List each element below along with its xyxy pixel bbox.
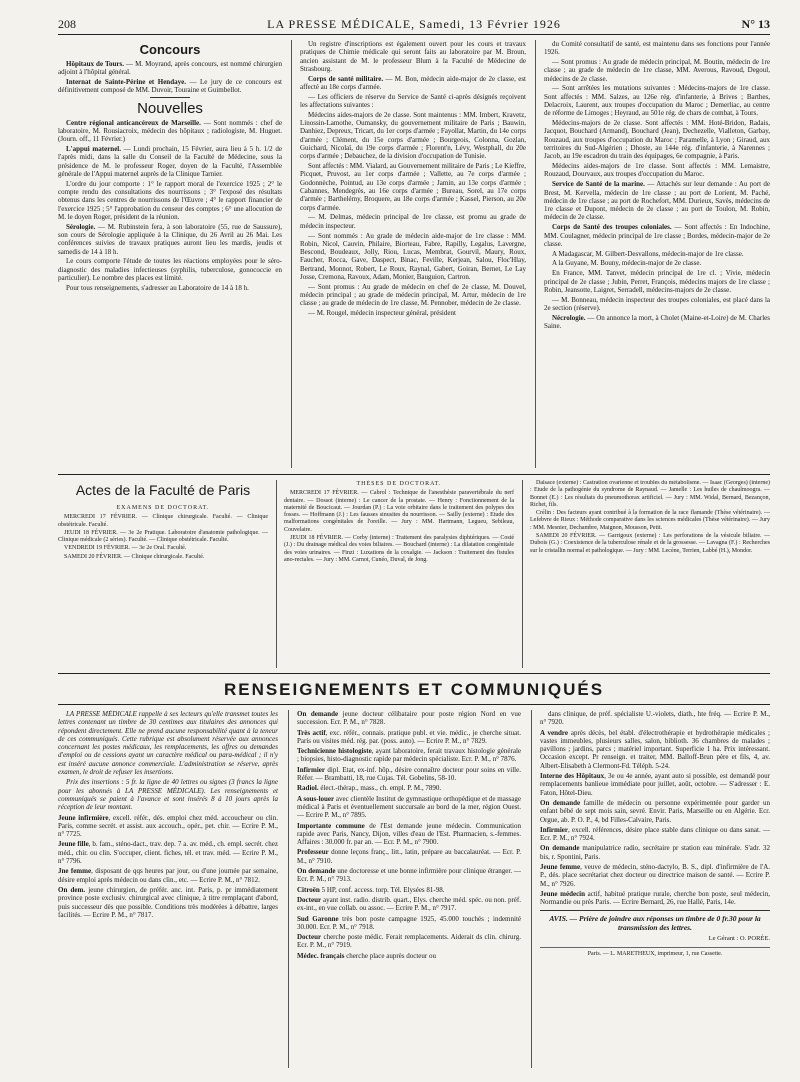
news-item: [544, 162, 770, 179]
ad-item: [540, 890, 770, 907]
ad-item-heading: Très actif: [297, 728, 326, 737]
concours-item: [58, 60, 282, 77]
column-rule: [522, 480, 523, 668]
news-item: [544, 259, 770, 267]
divider: [150, 97, 190, 98]
nouvelles-item: [58, 145, 282, 178]
column-rule: [291, 40, 292, 468]
ad-item-text: de l'Est demande jeune médecin. Communication rapide avec Paris, Nancy, Dijon, villes d'eau de l'Est. Pharmacien, s.-femmes. Affaires : 30.000 fr. par an. — Ecr. P. M., n° 7900.: [297, 821, 521, 847]
section-rule: [58, 704, 770, 705]
section-rule: [58, 474, 770, 475]
ad-item: [297, 729, 521, 746]
ad-item-heading: Médec. français: [297, 951, 345, 960]
concours-item-text: — M. Moyrand, après concours, est nommé chirurgien adjoint à l'hôpital général.: [58, 60, 282, 77]
renseignements-heading: RENSEIGNEMENTS ET COMMUNIQUÉS: [223, 680, 605, 699]
ad-item-text: jeune docteur célibataire pour poste région Nord en vue succession. Ecr. P. M., n° 7828.: [297, 710, 521, 727]
news-item: [300, 111, 526, 161]
news-item: [300, 309, 526, 317]
ad-item-heading: Citroën: [297, 885, 320, 894]
ads-list-2: [297, 710, 521, 960]
nouvelles-item-text: — Lundi prochain, 15 Février, aura lieu à 5 h. 1/2 de l'après midi, dans la salle du Conseil de la Faculté de Médecine, sous la présidence de M. le professeur Roger, doyen de la Faculté, l'Assemblée générale de l'Appui maternel auprès de la Clinique Tarnier.: [58, 145, 282, 178]
page-header: [58, 16, 770, 32]
concours-item-text: — Le jury de ce concours est définitivement composé de MM. Duvoir, Touraine et Guimbellot.: [58, 78, 282, 95]
ad-item-text: LA PRESSE MÉDICALE rappelle à ses lecteurs qu'elle transmet toutes les lettres contenant un timbre de 30 centimes aux titulaires des annonces qui répondent directement. Elle ne prend aucune responsabilité quant à la teneur de ces communiqués. Cette rubrique est absolument réservée aux annonces concernant les postes médicaux, les remplacements, les offres ou demandes d'emploi ou de cessions ayant un caractère médical ou para-médical ; il n'y est inséré aucune annonce commerciale. L'administration se réserve, après examen, le droit de refuser les insertions.: [58, 710, 278, 777]
ads-list-1: [58, 710, 278, 919]
examens-caption: EXAMENS DE DOCTORAT.: [116, 505, 210, 511]
news-item: [544, 40, 770, 57]
ad-item-heading: Interne des Hôpitaux: [540, 772, 605, 781]
avis-notice: AVIS. — Prière de joindre aux réponses un timbre de 0 fr.30 pour la transmission des lettres.: [540, 910, 770, 932]
ad-item: [58, 867, 278, 884]
nouvelles-item-text: L'ordre du jour comporte : 1° le rapport moral de l'exercice 1925 ; 2° le compte rendu des consultations des nourrissons ; 3° l'exposé des résultats obtenus dans les centres de nourrissons de l'Œuvre ; 4° le rapport financier de l'exercice 1925 ; 5° l'approbation du censeur des comptes ; 6° une allocution de M. le doyen Roger, président de la réunion.: [58, 179, 282, 221]
nouvelles-item-text: Le cours comporte l'étude de toutes les réactions employées pour le séro-diagnostic des maladies infectieuses (syphilis, tuberculose, gonococcie en particulier). Le nombre des places est limité.: [58, 257, 282, 283]
ad-item: [540, 729, 770, 770]
these-entry: SAMEDI 20 FÉVRIER. — Garrigoux (externe) : Les perforations de la vésicule biliaire. — Dubois (G.) : Coexistence de la tuberculose rénale et de la grossesse. — Lavagna (F.) : Recherches sur le cristallin normal et pathologique. — Jury : MM. Lecène, Terrien, Labbé (H.), Mondor.: [530, 533, 770, 554]
news-item: [300, 93, 526, 110]
news-item-heading: Service de Santé de la marine.: [552, 180, 645, 189]
section-rule: [58, 673, 770, 674]
column-rule: [535, 40, 536, 468]
nouvelles-item-heading: L'appui maternel.: [66, 145, 122, 154]
nouvelles-item-text: — M. Rubinstein fera, à son laboratoire (55, rue de Saussure), son cours de Sérologie appliquée à la Clinique, du 26 Avril au 26 Mai. Les conférences suivies de travaux pratiques auront lieu les mardis, jeudis et samedis de 14 à 18 h.: [58, 222, 282, 256]
news-item: [300, 162, 526, 212]
page-number: 208: [58, 17, 76, 31]
news-item-text: — Sont promus : Au grade de médecin principal, M. Boutin, médecin de 1re classe ; au grade de médecin de 1re classe, MM. Averous, Ravoud, Degoul, médecins de 2e classe.: [544, 58, 770, 83]
concours-item-heading: Internat de Sainte-Périne et Hendaye.: [66, 78, 186, 87]
examens-list: [58, 514, 268, 561]
news-item-heading: Corps de santé militaire.: [308, 74, 384, 83]
news-item-text: — M. Rougel, médecin inspecteur général, président: [308, 309, 456, 318]
nouvelles-item: [58, 223, 282, 256]
news-item: [544, 314, 770, 331]
ad-item-text: cherche place auprès docteur ou: [344, 951, 436, 960]
nouvelles-heading: Nouvelles: [137, 99, 203, 117]
imprimeur-line: Paris. — L. MARETHEUX, imprimeur, 1, rue Cassette.: [540, 947, 770, 958]
nouvelles-item: [58, 119, 282, 144]
these-entry: Crélin : Des facteurs ayant contribué à la formation de la race flamande (Thèse vétérinaire). — Lefebvre de Rieux : Méthode comparative dans les sciences médicales (Thèse vétérinaire). — Jury : MM. Mesnier, Dechambre, Maignon, Mousson, Petit.: [530, 510, 770, 531]
ad-item-text: actif, habitué pratique rurale, cherche bon poste, seul médecin, Normandie ou près Paris. — Ecrire Bernard, 26, rue Hallé, Paris, 14e.: [540, 889, 770, 907]
news-item-text: Sont affectés : MM. Vialard, au Gouvernement militaire de Paris ; Le Kieffre, Picquet, Pruvost, au 1er corps d'armée ; Vallette, au 7e corps d'armée ; Godonnèche, Pointud, au 13e corps d'armée ; Jamin, au 13e corps d'armée ; Cabannes, Mendegrès, au 16e corps d'armée ; Bureau, Sorel, au 17e corps d'armée ; Barthelémy, Broquere, au 18e corps d'armée ; Kassel, Pierson, au 20e corps d'armée.: [300, 162, 526, 212]
news-item: [300, 213, 526, 230]
these-entry: Dalsace (externe) : Castration ovarienne et troubles du métabolisme. — Isaac (Georges) (interne) : Etude de la pathogénie du syndrome de Raynaud. — Jamelle : Les huiles de chaulmoogra. — Bonnet (E.) : Les résultats du pneumothorax artificiel. — Jury : MM. Widal, Bernard, Bezançon, Richet, fils.: [530, 480, 770, 508]
column-rule: [276, 480, 277, 668]
ad-item-text: , b. fam., sténo-dact., trav. dep. 7 a. av. méd., ch. empl. secrét. chez méd., chir. ou clin. S'occuper, client. fiches, tél. et trav. méd. — Ecrire P. M., n° 7796.: [58, 840, 278, 866]
column-rule: [288, 710, 289, 1068]
news-item-text: — Les officiers de réserve du Service de Santé ci-après désignés reçoivent les affectations suivantes :: [300, 92, 526, 110]
news-item-text: — Attachés sur leur demande : Au port de Brest, M. Kervella, médecin de 1re classe ; au port de Lorient, M. Paché, médecin de 1re classe ; au port de Rochefort, MM. Durieux, Savès, médecins de 1re classe et Dupont, médecin de 2e classe ; au port de Toulon, M. Robin, médecin de 2e classe.: [544, 180, 770, 222]
ad-item-text: , excell. références, désire place stable dans clinique ou dans sanat. — Ecr. P. M., n° 7924.: [540, 825, 770, 843]
actes-heading: Actes de la Faculté de Paris: [75, 482, 251, 498]
concours-list: [58, 60, 282, 95]
news-item: [544, 84, 770, 117]
ad-item-heading: Radiol.: [297, 784, 319, 793]
ad-item-heading: Professeur: [297, 848, 329, 857]
ad-item: [540, 844, 770, 861]
ad-item-heading: A vendre: [540, 728, 569, 737]
news-item: [300, 232, 526, 282]
ad-item: [297, 766, 521, 783]
theses-list-cont: [530, 480, 770, 555]
news-item-text: — M. Bonneau, médecin inspecteur des troupes coloniales, est placé dans la 2e section (réserve).: [544, 295, 770, 312]
col2-list: [300, 40, 526, 318]
news-item-heading: Corps de Santé des troupes coloniales.: [552, 223, 672, 232]
issue-number: N° 13: [741, 17, 770, 31]
ad-item-text: après décès, bel établ. d'électrothérapie et hydrothérapie médicales ; vastes immeubles, plusieurs salles, salon, biblioth. 36 chambres de malades ; pavillons ; jardins, parcs ; matériel important. Superficie 1 ha. Prix intéressant. Occasion except. Pr renseign. et traiter, MM. Balloff-Brun père et fils, 4, av. Albert-Elisabeth à Clermont-Fd. Téléph. 5-24.: [540, 728, 770, 770]
examen-entry: MERCREDI 17 FÉVRIER. — Clinique chirurgicale. Faculté. — Clinique obstétricale. Faculté.: [58, 514, 268, 528]
news-item: [544, 180, 770, 221]
ad-item-heading: Jeune médecin: [540, 889, 586, 898]
news-item-text: A Madagascar, M. Gilbert-Desvallons, médecin-major de 1re classe.: [552, 249, 744, 258]
ad-item: [540, 710, 770, 727]
news-item-text: Médecins aides-majors de 1re classe. Sont affectés : MM. Lemaistre, Rouzaud, Dourvaux, aux troupes d'occupation du Maroc.: [544, 162, 770, 179]
news-item-text: En France, MM. Tanvet, médecin principal de 1re cl. ; Vivie, médecin principal de 2e classe ; Jubin, Perret, François, médecins majors de 1re classe ; Robin, Jeansotte, Laigret, Serradell, médecins-majors de 2e classe.: [544, 269, 770, 294]
ad-item-text: , veuve de médecin, sténo-dactylo, B. S., dipl. d'infirmière de l'A. P., dés. place secrétariat chez docteur ou directrice maison de santé. — Ecrire P. M., n° 7926.: [540, 863, 770, 888]
ad-item-heading: Jeune femme: [540, 863, 581, 872]
ad-item: [297, 848, 521, 865]
nouvelles-list: [58, 119, 282, 292]
ad-item: [297, 933, 521, 950]
news-item-text: — Sont nommés : Au grade de médecin aide-major de 1re classe : MM. Robin, Nicol, Cauvin, Philaire, Biorteau, Fabre, Rapilly, Legalus, Lavergne, Bescond, Boudeaux, Jolly, Riou, Lucas, Membrat, Gourvil, Maury, Roux, Faucher, Rocca, Gave, Daspect, Binac, Feville, Kerjean, Salou, Floc'Hlay, Bertrand, Monnot, Robert, Le Roux, Raynal, Gabert, Goiran, Bernet, Le Lay Josse, Cremona, Ravoux, Adam, Monier, Bauguion, Cartron.: [300, 231, 526, 282]
nouvelles-item-text: Pour tous renseignements, s'adresser au Laboratoire de 14 à 18 h.: [66, 283, 249, 292]
nouvelles-item: [58, 257, 282, 282]
ad-item-heading: On demande: [297, 710, 339, 718]
ad-item-text: , excell. référ., dés. emploi chez méd. accoucheur ou clin. Paris, comme secrét. et assist. aux accouch., opér., pet. chir. — Ecrire P. M., n° 7725.: [58, 813, 278, 839]
ad-item-text: dans clinique, de préf. spécialiste U.-violets, diath., hte fréq. — Ecrire P. M., n° 7920.: [540, 710, 770, 727]
ad-item-text: avec clientèle Institut de gymnastique orthopédique et de massage médical à Paris et éventuellement succursale au bord de la mer, région Ouest. — Ecrire P. M., n° 7895.: [297, 794, 521, 820]
nouvelles-item: [58, 180, 282, 221]
examen-entry: JEUDI 18 FÉVRIER. — 3e 2e Pratique. Laboratoire d'anatomie pathologique. — Clinique médicale (2 séries). Faculté. — Clinique obstétricale. Faculté.: [58, 529, 268, 544]
news-item-text: — M. Delmas, médecin principal de 1re classe, est promu au grade de médecin inspecteur.: [300, 213, 526, 230]
ad-item: [540, 799, 770, 824]
ad-item-text: dipl. Etat, ex-inf. hôp., désire connaître docteur pour soins en ville. Réfer. — Brambatti, 18, rue Cujas. Tél. Gobelins, 58-10.: [297, 765, 521, 783]
ad-item-text: très bon poste campagne 1925, 45.000 touchés ; indemnité 30.000. Ecr. P. M., n° 7918.: [297, 914, 521, 931]
ad-item: [297, 710, 521, 727]
concours-item: [58, 78, 282, 95]
ad-item-text: , exc. référ., connais. pratique publ. et vie. médic., je cherche situat. Paris ou visites méd. rég. par. (poss. auto). — Ecrire P. M., n° 7829.: [297, 728, 521, 745]
ad-item: [58, 778, 278, 811]
ad-item-heading: On demande: [540, 844, 580, 853]
news-item-heading: Nécrologie.: [552, 313, 586, 322]
ad-item: [297, 886, 521, 894]
news-item-text: — Sont affectés : En Indochine, MM. Coulagner, médecin principal de 1re classe ; Bordes, médecin-major de 2e classe.: [544, 223, 770, 248]
ad-item-text: ayant inst. radio. distrib. quart., Elys. cherche méd. spéc. ou non. préf. ex-int., en vue collab. ou assoc. — Ecrire P. M., n° 7917.: [297, 895, 521, 913]
ad-item-heading: Jne femme: [58, 867, 92, 876]
ad-item-text: Prix des insertions : 5 fr. la ligne de 40 lettres ou signes (3 francs la ligne pour les abonnés à LA PRESSE MÉDICALE). Les renseignements et communiqués se paient à l'avance et sont insérés 8 à 10 jours après la réception de leur montant.: [58, 778, 278, 812]
theses-caption: THÈSES DE DOCTORAT.: [356, 481, 442, 487]
ad-item: [540, 863, 770, 888]
ads-column-2: [297, 710, 521, 1070]
masthead: LA PRESSE MÉDICALE, Samedi, 13 Février 1926: [267, 17, 561, 31]
nouvelles-item-heading: Sérologie.: [66, 222, 96, 231]
ad-item: [58, 710, 278, 776]
ad-item: [540, 826, 770, 843]
ad-item: [297, 867, 521, 884]
column-rule: [531, 710, 532, 1068]
nouvelles-item-heading: Centre régional anticancéreux de Marseille.: [66, 118, 201, 127]
examen-entry: SAMEDI 20 FÉVRIER. — Clinique chirurgicale. Faculté.: [64, 553, 205, 560]
actes-theses-cont: [530, 480, 770, 668]
news-item: [544, 269, 770, 294]
news-item: [300, 75, 526, 92]
ad-item: [58, 840, 278, 865]
ad-item-heading: Infirmier: [540, 825, 568, 834]
ad-item-text: donne leçons franç., litt., latin, prépare au baccalauréat. — Ecr. P. M., n° 7910.: [297, 848, 521, 865]
ad-item-text: jeune chirurgien, de préfér. anc. int. Paris, p. pr immédiatement province poste exclusiv. chirurgical avec clinique, à titre remplaçant d'abord, puis successeur dès que possible. Conditions très modérées à débattre, larges facilités. — Ecrire P. M., n° 7817.: [58, 885, 278, 919]
ad-item-text: , disposant de qqs heures par jour, ou d'une journée par semaine, désire emploi après médecin ou dans clin., etc. — Ecrire P. M., n° 7812.: [58, 867, 278, 884]
ad-item: [297, 822, 521, 847]
ad-item-text: famille de médecin ou personne expérimentée pour garder un enfant bébé de sept mois sain, sevré. Envir. Paris, Marseille ou en Algérie. Ecr. Orgue, ab. P. O. P., 4, bd Filles-Calvaire, Paris.: [540, 798, 770, 824]
ad-item-text: , ayant laboratoire, ferait travaux histologie générale ; biopsies, histo-diagnostic rapide par médecin spécialiste. Ecr. P. M., n° 7876.: [297, 747, 521, 764]
concours-item-heading: Hôpitaux de Tours.: [66, 60, 124, 68]
ads-column-1: [58, 710, 278, 1070]
news-item-text: — Sont arrêtées les mutations suivantes : Médecins-majors de 1re classe. Sont affectés : MM. Salzes, au 126e rég. d'infanterie, à Brives ; Barthes, Delacroix, Laurent, aux troupes d'occupation du Maroc ; Demerliac, au centre de réforme de Limoges ; Heyraud, au 501e rég. de chars de combat, à Tours.: [544, 84, 770, 118]
ad-item-heading: On demande: [297, 867, 336, 876]
news-item-text: — Sont promus : Au grade de médecin en chef de 2e classe, M. Douvel, médecin principal ; au grade de médecin principal, M. Artur, médecin de 1re classe ; au grade de médecin de 1re classe, M. Pennober, médecin de 2e classe.: [300, 282, 526, 308]
header-rule: [58, 34, 770, 35]
ad-item-text: manipulatrice radio, secrétaire pr station eau minérale. S'adr. 32 bis, r. Spontini, Paris.: [540, 844, 770, 861]
news-item-text: — M. Bon, médecin aide-major de 2e classe, est affecté au 18e corps d'armée.: [300, 74, 526, 91]
theses-list: [284, 490, 514, 564]
news-item-text: du Comité consultatif de santé, est maintenu dans ses fonctions pour l'année 1926.: [544, 40, 770, 57]
ad-item-heading: On dem.: [58, 885, 86, 894]
news-item: [544, 119, 770, 160]
col3-list: [544, 40, 770, 330]
ad-item-heading: Docteur: [297, 895, 322, 904]
news-item: [300, 283, 526, 308]
ad-item: [58, 886, 278, 919]
these-entry: JEUDI 18 FÉVRIER. — Corby (interne) : Traitement des paralysies diphtériques. — Costé (J.) : Du drainage médical des voies biliaires. — Bouchard (interne) : La dilatation congénitale des voies urinaires. — Finzi : Luxations de la coxalgie. — Jackson : Traitement des fistules ano-rectales. — Jury : MM. Carnot, Cunéo, Duval, de Jong.: [284, 535, 514, 563]
ad-item-text: , 3e ou 4e année, ayant auto si possible, est demandé pour remplacements banlieue immédiate pour juillet, août, octobre. — S'adresser : E. Faton, Hôtel-Dieu.: [540, 772, 770, 797]
ad-item-heading: Infirmier: [297, 765, 325, 774]
these-entry: MERCREDI 17 FÉVRIER. — Cabrol : Technique de l'anesthésie paravertébrale du nerf dentaire. — Dossot (interne) : Le cancer de la prostate. — Henry : Fonctionnement de la maternité de Boucicaut. — Jourdan (P.) : La voie orbitaire dans le traitement des polypes des fosses. — Hoffmann (J.) : Les fausses sinusites du nourrisson. — Sailly (externe) : Etude des malformations congénitales de l'oreille. — Jury : MM. Hartmann, Legueu, Sebileau, Couvelaire.: [284, 490, 514, 533]
ad-item-heading: A sous-louer: [297, 794, 335, 803]
news-item-text: Médecins-majors de 2e classe. Sont affectés : MM. Hoté-Bridon, Radais, Jacquot, Bouchard (Armand), Bouchard (Jean), Dechezelle, Vialleton, Garbay, Rouzaud, aux troupes d'occupation du Maroc ; Paramelle, à Lyon ; Giraud, aux territoires du Sud-Algérien ; Dhoste, au 144e rég. d'infanterie, à Narennes ; Jacob, au 19e escadron du train des équipages, 6e compagnie, à Paris.: [544, 119, 770, 161]
actes-theses: [284, 480, 514, 668]
ad-item: [297, 896, 521, 913]
news-item-text: A la Guyane, M. Bouny, médecin-major de 2e classe.: [552, 259, 702, 268]
ad-item-heading: Docteur: [297, 933, 322, 942]
actes-examens: [58, 504, 268, 664]
examen-entry: VENDREDI 19 FÉVRIER. — 3e 2e Oral. Faculté.: [64, 545, 187, 552]
ad-item-heading: Jeune fille: [58, 840, 89, 849]
ad-item: [297, 915, 521, 932]
column-militaire: [300, 40, 526, 470]
ad-item: [58, 814, 278, 839]
ad-item: [297, 784, 521, 792]
news-item: [544, 58, 770, 83]
news-item-text: — On annonce la mort, à Cholet (Maine-et-Loire) de M. Charles Saine.: [544, 313, 770, 330]
gerant-line: Le Gérant : O. PORÉE.: [708, 934, 770, 942]
news-item-text: Un registre d'inscriptions est également ouvert pour les cours et travaux pratiques de Chimie médicale qui seront faits au laboratoire par M. Broun, ancien assistant de M. le professeur Blum à la Faculté de Médecine de Strasbourg.: [300, 40, 526, 73]
concours-heading: Concours: [139, 42, 201, 57]
nouvelles-item: [58, 284, 282, 292]
news-item: [544, 223, 770, 248]
column-concours-nouvelles: [58, 40, 282, 470]
news-item-text: Médecins aides-majors de 2e classe. Sont maintenus : MM. Imbert, Kravetz, Linossin-Lamothe, Oumansky, du gouvernement militaire de Paris ; Bauwin, Danhiez, Depreux, Tricart, du 1er corps d'armée ; Fayollat, Martin, du 14e corps d'armée ; Clément, du 15e corps d'armée ; Bourgeois, Colonna, Gozlan, Guichard, Nicolaï, du 19e corps d'armée ; Florent'n, Lévy, Westphall, du 20e corps d'armée ; Debauchez, de la division d'occupation de Tunisie.: [300, 110, 526, 161]
ads-column-3: [540, 710, 770, 1075]
ad-item-text: une doctoresse et une bonne infirmière pour clinique étranger. — Ecr. P. M., n° 7913.: [297, 867, 521, 884]
ad-item-heading: Importante commune: [297, 821, 365, 830]
ad-item-text: cherche poste médic. Ferait remplacements. Aiderait ds clin. chirurg. Ecr. P. M., n° 7919.: [297, 933, 521, 950]
ads-list-3: [540, 710, 770, 907]
ad-item: [540, 772, 770, 797]
ad-item: [297, 747, 521, 764]
ad-item: [297, 795, 521, 820]
ad-item: [297, 952, 521, 960]
ad-item-heading: Jeune infirmière: [58, 813, 109, 822]
ad-item-heading: Technicienne histologiste: [297, 747, 372, 756]
ad-item-text: élect.-thérap., mass., ch. empl. P. M., 7890.: [318, 784, 442, 793]
column-marine-coloniales: [544, 40, 770, 470]
nouvelles-item-text: — Sont nommés : chef de laboratoire, M. Rousiacroix, médecin des hôpitaux ; radiologiste, M. Huguet. (Journ. off., 11 Février.): [58, 118, 282, 144]
news-item: [300, 40, 526, 73]
news-item: [544, 250, 770, 258]
ad-item-heading: On demande: [540, 798, 581, 807]
ad-item-text: 5 HP, conf. access. torp. Tél. Elysées 81-98.: [319, 885, 445, 894]
news-item: [544, 296, 770, 313]
ad-item-heading: Sud Garonne: [297, 914, 339, 923]
